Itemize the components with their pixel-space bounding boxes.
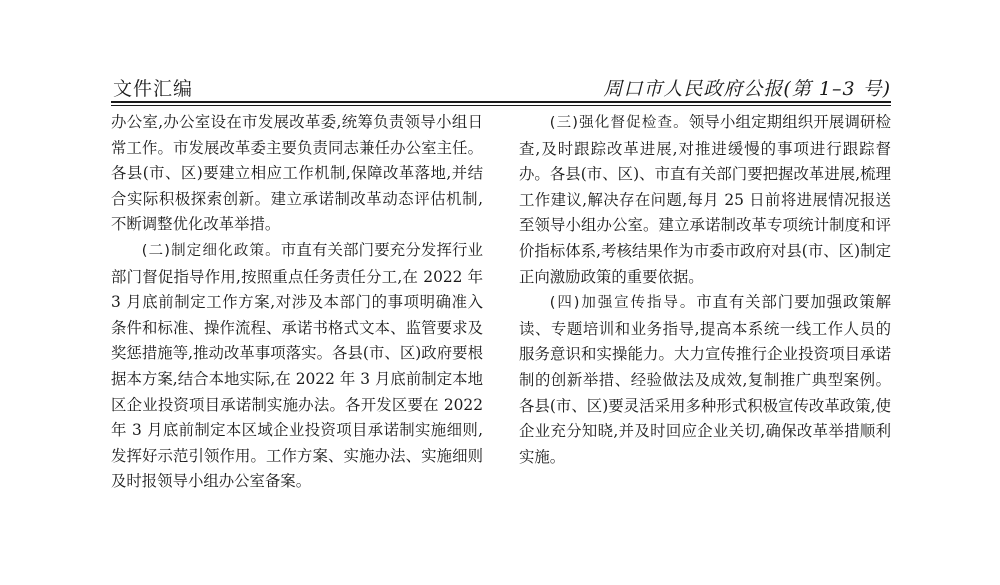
paragraph-text: 市直有关部门要充分发挥行业部门督促指导作用,按照重点任务责任分工,在 2022 年 3 月底前制定工作方案,对涉及本部门的事项明确准入条件和标准、操作流程、承诺书格式文本、监管要求及奖惩措施等,推动改革事项落实。各县(市、区)政府要根据本方案,结合本地实际,在 2022 年 3 月底前制定本地区企业投资项目承诺制实施办法。各开发区要在 2022 年 3 月底前制定本区域企业投资项目承诺制实施细则,发挥好示范引领作用。工作方案、实施办法、实施细则及时报领导小组办公室备案。 <box>111 240 483 491</box>
paragraph-text: 办公室,办公室设在市发展改革委,统筹负责领导小组日常工作。市发展改革委主要负责同志兼任办公室主任。各县(市、区)要建立相应工作机制,保障改革落地,并结合实际积极探索创新。建立承诺制改革动态评估机制,不断调整优化改革举措。 <box>111 113 483 234</box>
section-heading-2: (二)制定细化政策。 <box>141 242 281 259</box>
right-column <box>519 110 891 470</box>
section-heading-4: (四)加强宣传指导。 <box>549 295 697 312</box>
paragraph-section-4 <box>519 290 891 470</box>
paragraph-continuation <box>111 110 483 238</box>
paragraph-text: 市直有关部门要加强政策解读、专题培训和业务指导,提高本系统一线工作人员的服务意识和实操能力。大力宣传推行企业投资项目承诺制的创新举措、经验做法及成效,复制推广典型案例。各县(市、区)要灵活采用多种形式积极宣传改革政策,使企业充分知晓,并及时回应企业关切,确保改革举措顺利实施。 <box>519 293 891 466</box>
paragraph-section-2 <box>111 238 483 495</box>
section-title: 文件汇编 <box>113 78 194 100</box>
publication-title: 周口市人民政府公报(第 1–3 号) <box>603 78 891 100</box>
paragraph-section-3 <box>519 110 891 290</box>
header-rule-thin <box>111 105 891 106</box>
left-column <box>111 110 483 495</box>
section-heading-3: (三)强化督促检查。 <box>549 115 689 131</box>
header-rule-thick <box>111 101 891 103</box>
page-header <box>111 72 891 102</box>
paragraph-text: 领导小组定期组织开展调研检查,及时跟踪改革进展,对推进缓慢的事项进行跟踪督办。各县(市、区)、市直有关部门要把握改革进展,梳理工作建议,解决存在问题,每月 25 日前将进展情况报送至领导小组办公室。建立承诺制改革专项统计制度和评价指标体系,考核结果作为市委市政府对县(市、区)制定正向激励政策的重要依据。 <box>519 113 891 286</box>
